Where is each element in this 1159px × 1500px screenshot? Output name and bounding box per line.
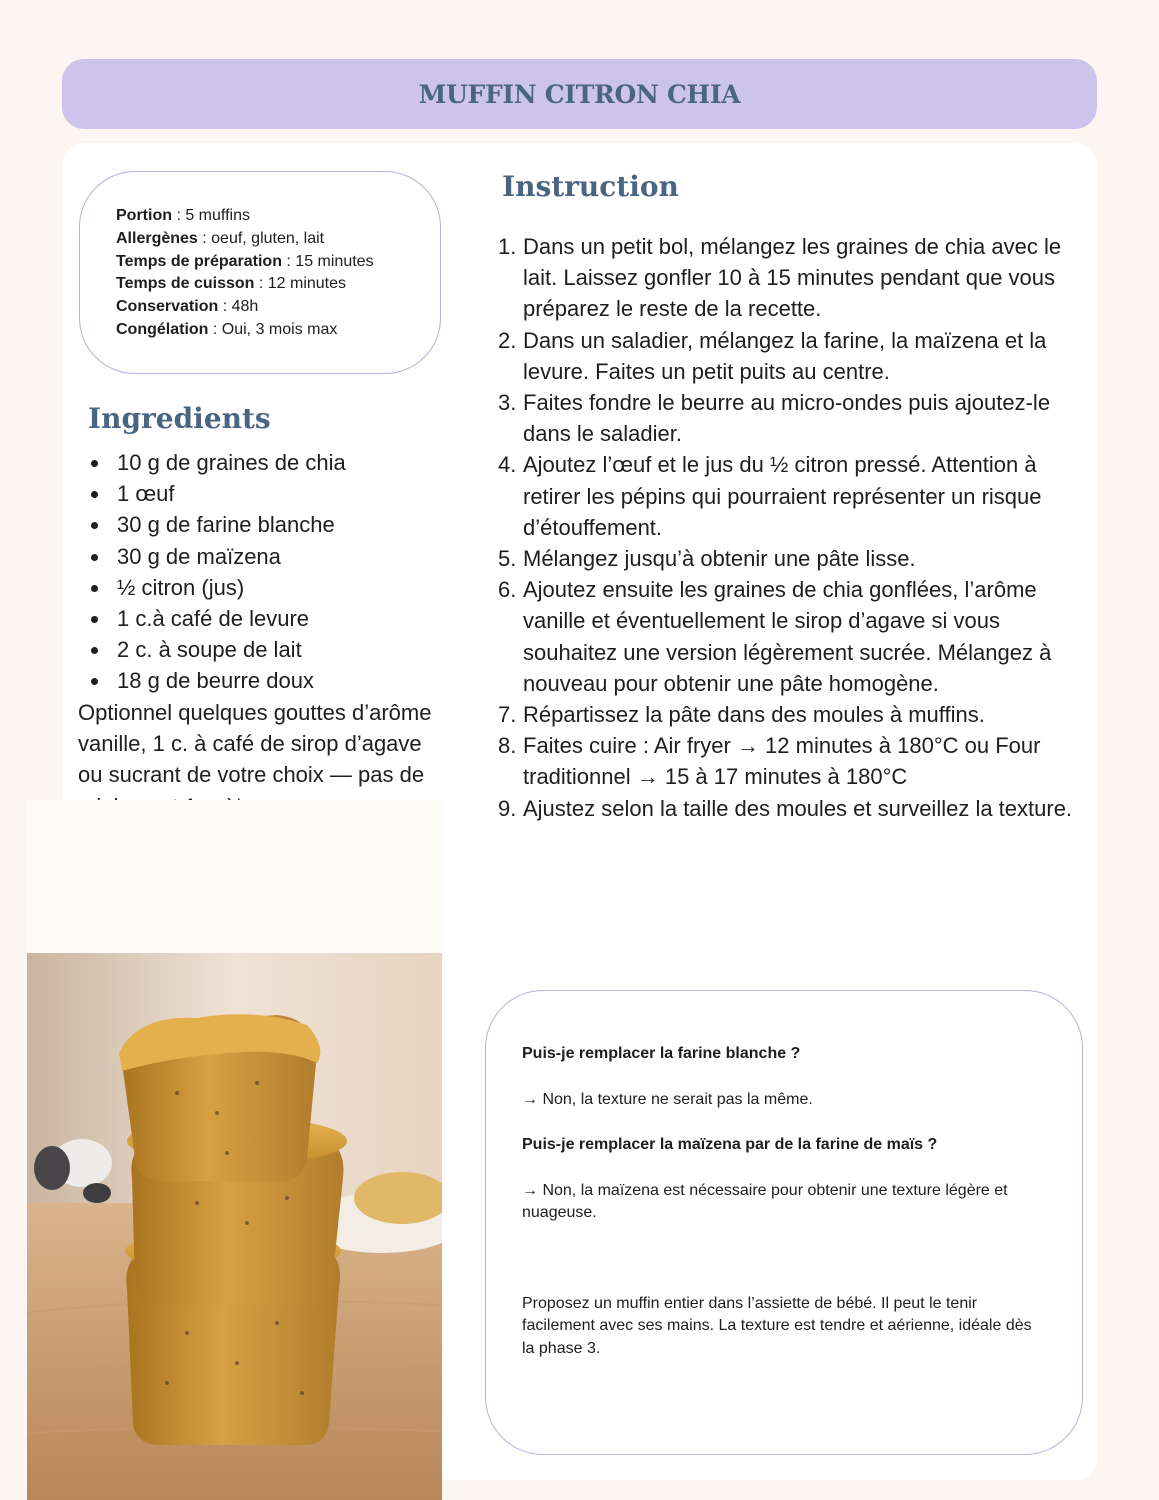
list-item	[498, 325, 1078, 387]
freezing-row: Congélation : Oui, 3 mois max	[116, 320, 338, 338]
list-item: 18 g de beurre doux	[88, 665, 448, 696]
step-number: 2.	[498, 327, 517, 353]
list-item	[498, 449, 1078, 543]
step-number: 7.	[498, 702, 517, 728]
list-item: 1 œuf	[88, 478, 448, 509]
allergens-row: Allergènes : oeuf, gluten, lait	[116, 229, 325, 247]
portion-row: Portion : 5 muffins	[116, 207, 250, 224]
serving-note: Proposez un muffin entier dans l’assiette de bébé. Il peut le tenir facilement avec ses mains. La texture est tendre et aérienne, idéale dès la phase 3.	[522, 1294, 1032, 1357]
optional-ingredients-note: Optionnel quelques gouttes d’arôme vanille, 1 c. à café de sirop d’agave ou sucrant de votre choix — pas de	[78, 700, 432, 788]
step-number: 3.	[498, 390, 517, 416]
list-item	[498, 387, 1078, 449]
step-text: Faites fondre le beurre au micro-ondes puis ajoutez-le dans le saladier.	[523, 390, 1051, 447]
step-text: Dans un saladier, mélangez la farine, la maïzena et la levure. Faites un petit puits au centre.	[523, 327, 1047, 384]
faq-box	[485, 990, 1083, 1455]
step-text: Répartissez la pâte dans des moules à muffins.	[523, 702, 985, 728]
muffin-photo	[27, 953, 442, 1500]
title-banner	[62, 59, 1097, 129]
prep-time-row: Temps de préparation : 15 minutes	[116, 252, 374, 270]
list-item: ½ citron (jus)	[88, 572, 448, 603]
recipe-info-box	[79, 171, 441, 374]
step-text: Mélangez jusqu’à obtenir une pâte lisse.	[523, 546, 916, 572]
list-item: 1 c.à café de levure	[88, 603, 448, 634]
step-number: 4.	[498, 452, 517, 478]
list-item	[498, 543, 1078, 574]
step-text: Ajoutez l’œuf et le jus du ½ citron pressé. Attention à retirer les pépins qui pourraient représenter un risque d’étouffement.	[523, 452, 1042, 540]
instruction-heading: Instruction	[502, 170, 679, 203]
faq-answer: → Non, la texture ne serait pas la même.	[522, 1090, 813, 1108]
step-number: 9.	[498, 795, 517, 821]
muffin-top	[119, 1014, 320, 1181]
step-text: Ajustez selon la taille des moules et surveillez la texture.	[523, 795, 1073, 821]
faq-question: Puis-je remplacer la farine blanche ?	[522, 1045, 801, 1062]
ingredients-heading: Ingredients	[88, 402, 271, 435]
list-item	[498, 730, 1078, 792]
step-number: 6.	[498, 577, 517, 603]
step-text: Ajoutez ensuite les graines de chia gonflées, l’arôme vanille et éventuellement le sirop d’agave si vous souhaitez une version légèrement sucrée. Mélangez à nouveau pour obtenir une pâte homogène.	[523, 577, 1052, 696]
list-item	[498, 793, 1078, 824]
ingredients-list	[88, 447, 448, 697]
list-item: 30 g de maïzena	[88, 541, 448, 572]
cook-time-row: Temps de cuisson : 12 minutes	[116, 275, 347, 293]
storage-row: Conservation : 48h	[116, 298, 259, 316]
step-number: 5.	[498, 546, 517, 572]
recipe-title: MUFFIN CITRON CHIA	[418, 79, 741, 109]
list-item: 2 c. à soupe de lait	[88, 634, 448, 665]
step-number: 8.	[498, 733, 517, 759]
faq-question: Puis-je remplacer la maïzena par de la farine de maïs ?	[522, 1136, 938, 1153]
list-item	[498, 574, 1078, 699]
faq-answer: → Non, la maïzena est nécessaire pour obtenir une texture légère et nuageuse.	[522, 1181, 1008, 1221]
instruction-list	[498, 231, 1078, 824]
list-item: 30 g de farine blanche	[88, 509, 448, 540]
list-item: 10 g de graines de chia	[88, 447, 448, 478]
step-text: Dans un petit bol, mélangez les graines de chia avec le lait. Laissez gonfler 10 à 15 minutes pendant que vous préparez le reste de la recette.	[523, 234, 1062, 322]
muffin-stack-illustration	[27, 953, 442, 1500]
step-number: 1.	[498, 234, 517, 259]
list-item	[498, 231, 1078, 325]
list-item	[498, 699, 1078, 730]
step-text: Faites cuire : Air fryer → 12 minutes à 180°C ou Four traditionnel → 15 à 17 minutes à 180°C	[523, 733, 1041, 790]
